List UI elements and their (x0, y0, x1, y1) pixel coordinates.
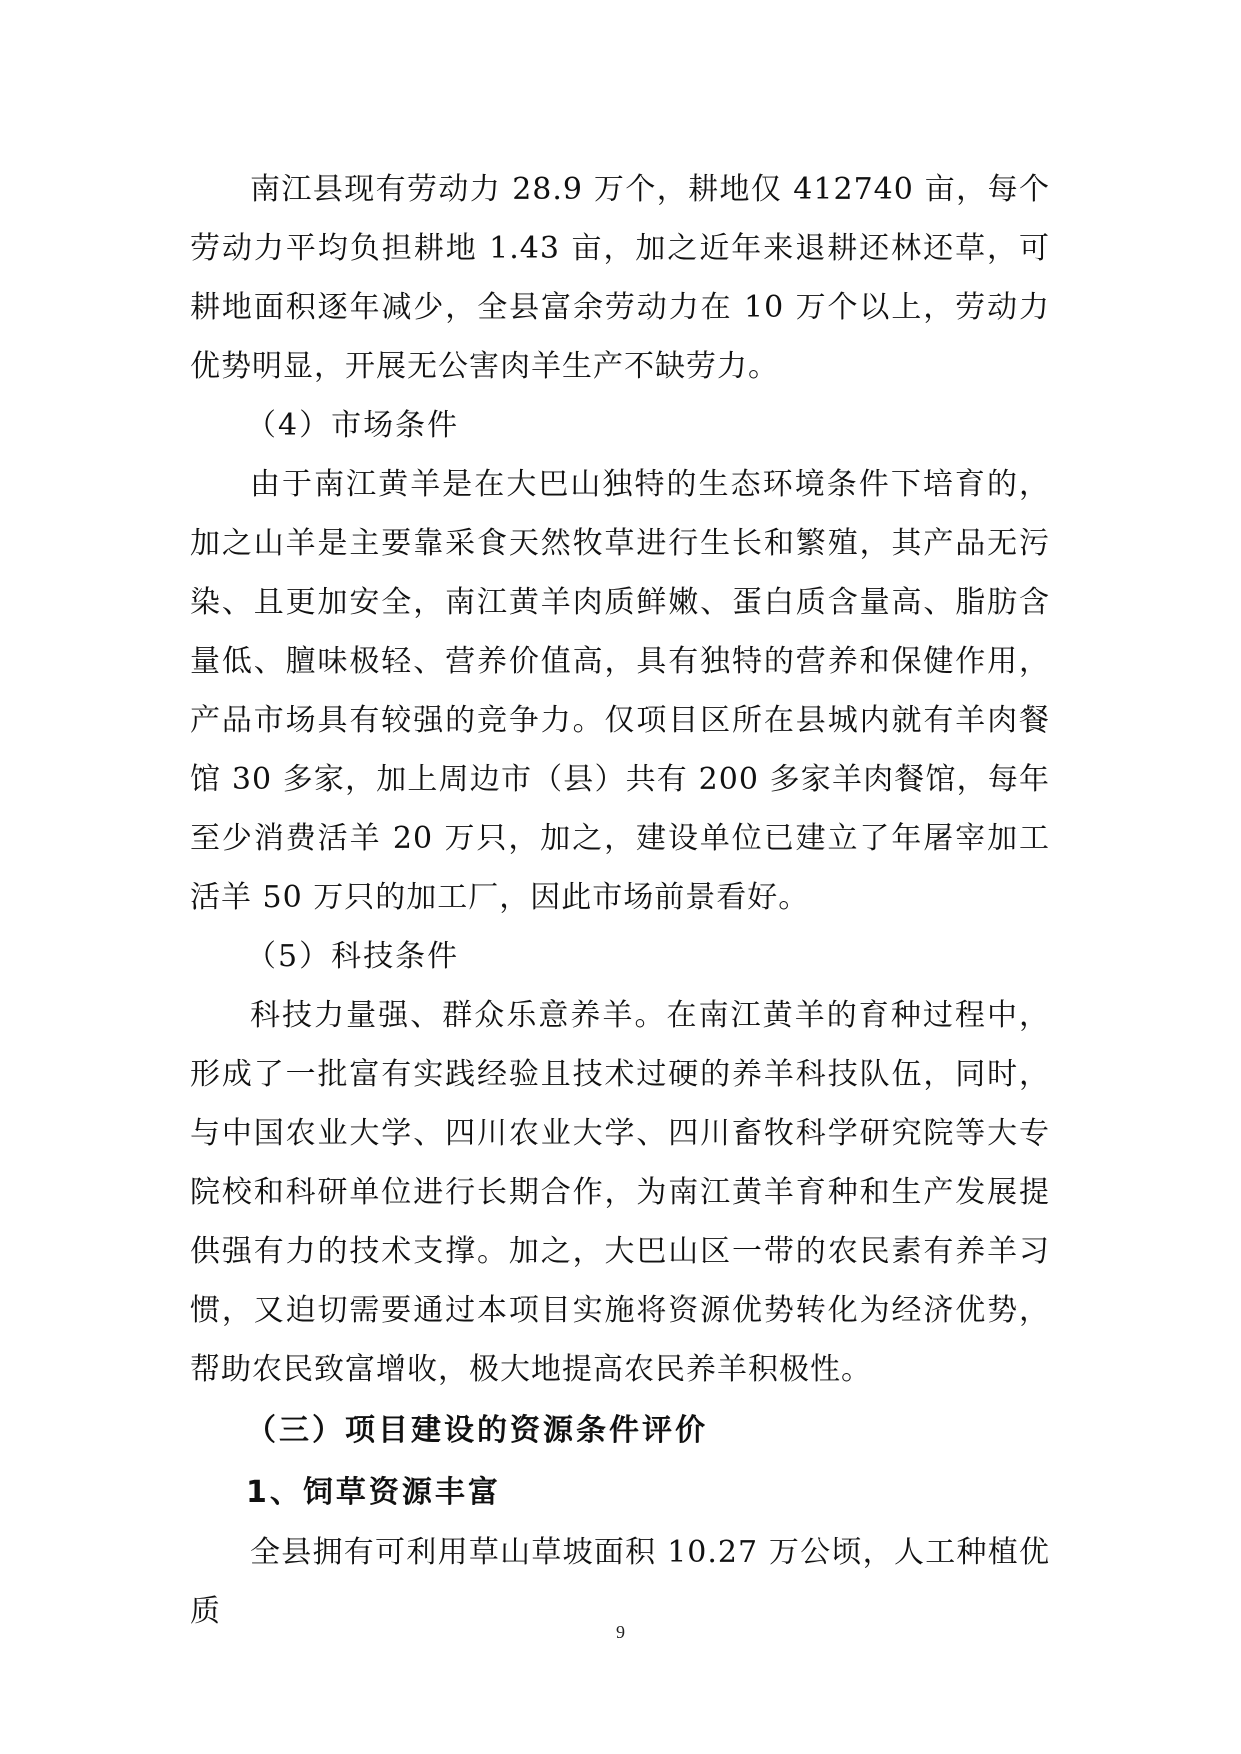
section-title-resource-evaluation: （三）项目建设的资源条件评价 (246, 1413, 708, 1448)
page-number: 9 (616, 1622, 625, 1642)
subsection-title-forage-resources: 1、饲草资源丰富 (246, 1475, 501, 1510)
paragraph-market-conditions: 由于南江黄羊是在大巴山独特的生态环境条件下培育的，加之山羊是主要靠采食天然牧草进行生长和繁殖，其产品无污染、且更加安全，南江黄羊肉质鲜嫩、蛋白质含量高、脂肪含量低、膻味极轻、营养价值高，具有独特的营养和保健作用，产品市场具有较强的竞争力。仅项目区所在县城内就有羊肉餐馆 30 多家，加上周边市（县）共有 200 多家羊肉餐馆，每年至少消费活羊 20 万只，加之，建设单位已建立了年屠宰加工活羊 50 万只的加工厂，因此市场前景看好。 (190, 467, 1050, 915)
paragraph-labor-force: 南江县现有劳动力 28.9 万个，耕地仅 412740 亩，每个劳动力平均负担耕地 1.43 亩，加之近年来退耕还林还草，可耕地面积逐年减少，全县富余劳动力在 10 万个以上，劳动力优势明显，开展无公害肉羊生产不缺劳力。 (190, 172, 1050, 384)
page-body (190, 160, 1050, 1641)
paragraph-forage-resources: 全县拥有可利用草山草坡面积 10.27 万公顷，人工种植优质 (190, 1535, 1050, 1629)
subheading-technology-conditions: （5）科技条件 (246, 939, 460, 974)
paragraph-technology-conditions: 科技力量强、群众乐意养羊。在南江黄羊的育种过程中，形成了一批富有实践经验且技术过硬的养羊科技队伍，同时，与中国农业大学、四川农业大学、四川畜牧科学研究院等大专院校和科研单位进行长期合作，为南江黄羊育种和生产发展提供强有力的技术支撑。加之，大巴山区一带的农民素有养羊习惯，又迫切需要通过本项目实施将资源优势转化为经济优势，帮助农民致富增收，极大地提高农民养羊积极性。 (190, 998, 1050, 1387)
subheading-market-conditions: （4）市场条件 (246, 408, 460, 443)
